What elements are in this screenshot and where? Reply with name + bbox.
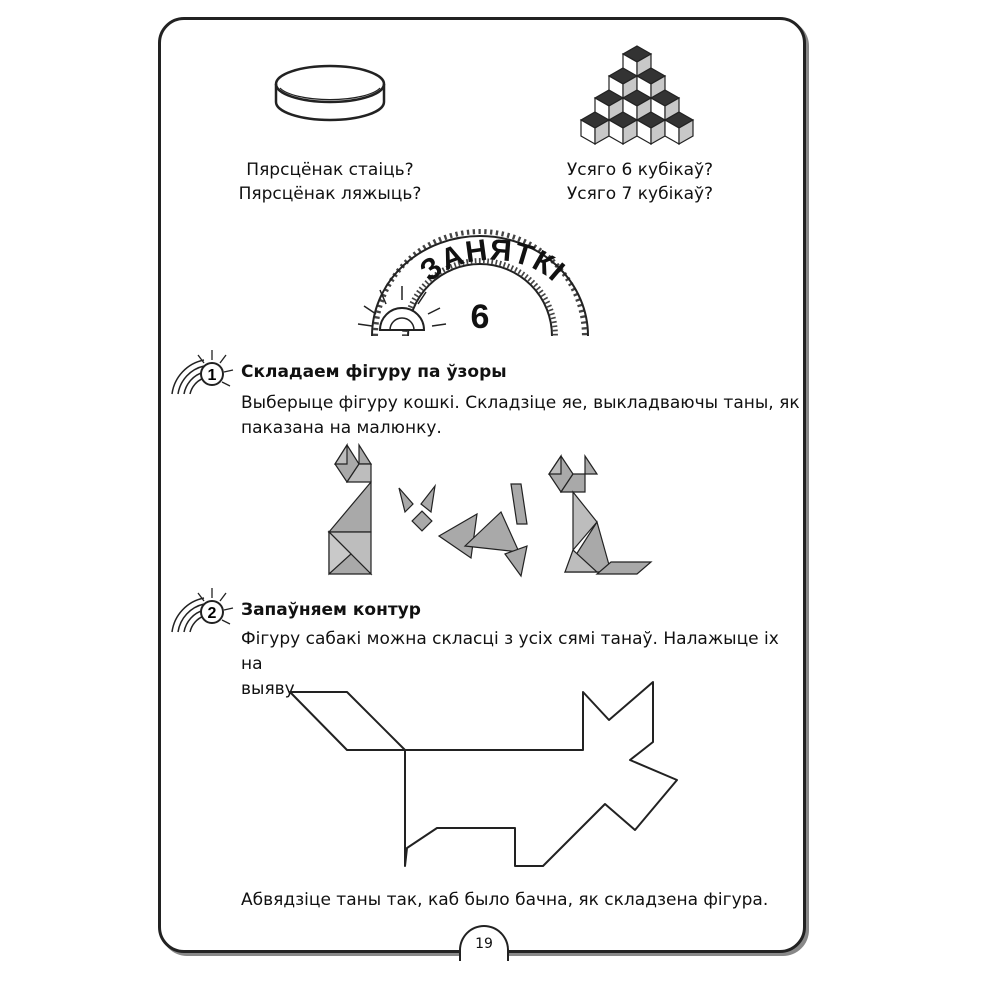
dog-outline-figure [285,680,685,870]
task1-title: Складаем фігуру па ўзоры [241,362,507,382]
task1-text-line1: Выберыце фігуру кошкі. Складзіце яе, выкладваючы таны, як [241,393,800,413]
task1-sun-icon [170,346,236,396]
footer-instruction: Абвядзіце таны так, каб было бачна, як складзена фігура. [241,890,769,910]
task1-number: 1 [207,367,217,384]
cat-figure-with-tail [549,456,651,574]
task2-sun-icon [170,584,236,634]
lesson-number: 6 [470,298,490,336]
tangram-pieces-scattered [399,484,527,576]
task1-text [241,391,801,441]
cat-tangram-examples [315,442,655,577]
cubes-illustration [585,44,690,144]
ring-illustration [270,62,390,132]
task2-title: Запаўняем контур [241,600,421,620]
task2-number: 2 [207,605,217,622]
cubes-caption-line2: Усяго 7 кубікаў? [566,184,714,204]
page-number: 19 [475,936,493,952]
cat-figure-assembled [329,445,371,574]
lesson-title: ЗАНЯТКІ [414,233,572,289]
ring-caption-line1: Пярсцёнак стаіць? [246,160,414,180]
task1-text-line2: паказана на малюнку. [241,418,442,438]
ring-caption-line2: Пярсцёнак ляжыць? [238,184,422,204]
task2-text-line1: Фігуру сабакі можна скласці з усіх сямі танаў. Налажыце іх на [241,629,779,674]
cubes-caption-line1: Усяго 6 кубікаў? [566,160,714,180]
cubes-caption [535,158,745,206]
task2-text-line2: выяву. [241,679,301,699]
ring-caption [220,158,440,206]
